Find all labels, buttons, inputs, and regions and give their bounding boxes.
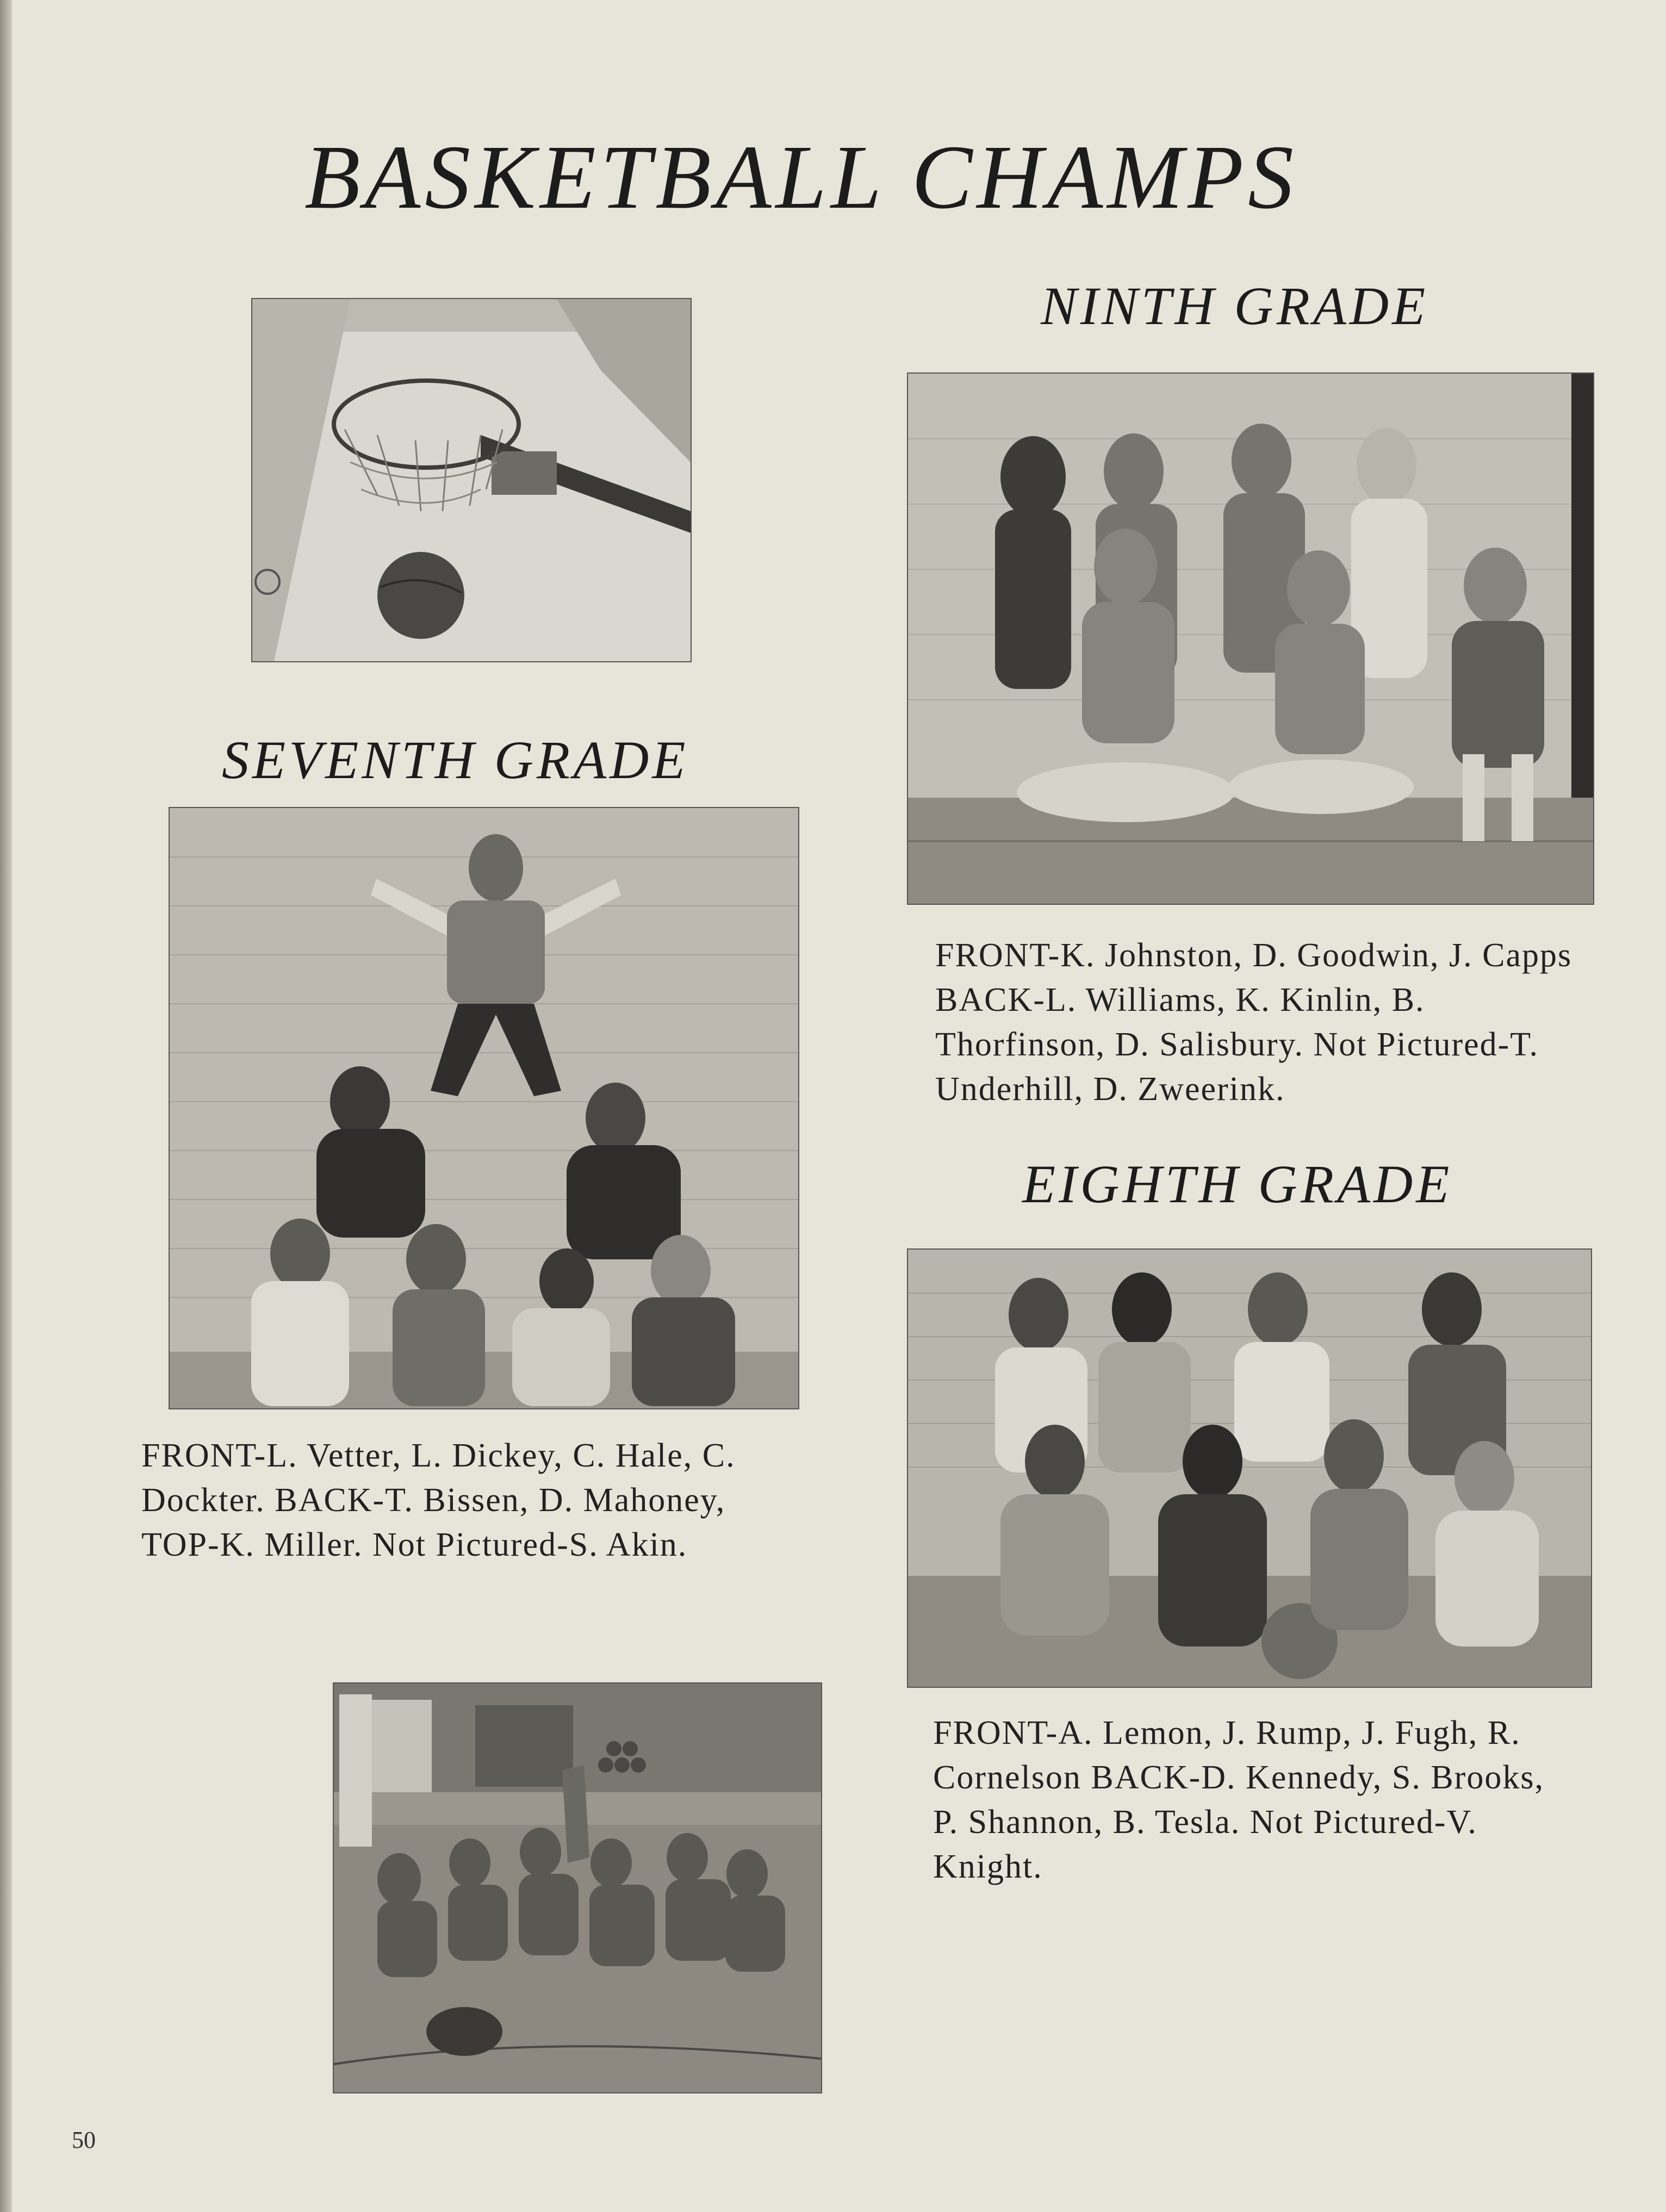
ninth-grade-caption: FRONT-K. Johnston, D. Goodwin, J. Capps BACK-L. Williams, K. Kinlin, B. Thorfinson, D. Salisbury. Not Pictured-T. Underhill, D. Zweerink. <box>935 937 1572 1108</box>
basketball-hoop-photo <box>251 298 692 662</box>
binding-gutter <box>0 0 12 2212</box>
page-number: 50 <box>72 2127 96 2153</box>
eighth-grade-caption: FRONT-A. Lemon, J. Rump, J. Fugh, R. Cornelson BACK-D. Kennedy, S. Brooks, P. Shannon, B. Tesla. Not Pictured-V. Knight. <box>933 1714 1544 1885</box>
seventh-grade-caption: FRONT-L. Vetter, L. Dickey, C. Hale, C. Dockter. BACK-T. Bissen, D. Mahoney, TOP-K. Miller. Not Pictured-S. Akin. <box>141 1437 736 1563</box>
ninth-grade-team-photo <box>907 372 1594 905</box>
eighth-grade-team-photo <box>907 1248 1592 1688</box>
seventh-grade-heading: SEVENTH GRADE <box>222 730 689 790</box>
seventh-grade-team-photo <box>169 807 799 1409</box>
eighth-grade-heading: EIGHTH GRADE <box>1022 1154 1453 1214</box>
ninth-grade-heading: NINTH GRADE <box>1041 276 1429 336</box>
gym-candid-photo <box>333 1682 822 2093</box>
page-title: BASKETBALL CHAMPS <box>304 127 1298 228</box>
